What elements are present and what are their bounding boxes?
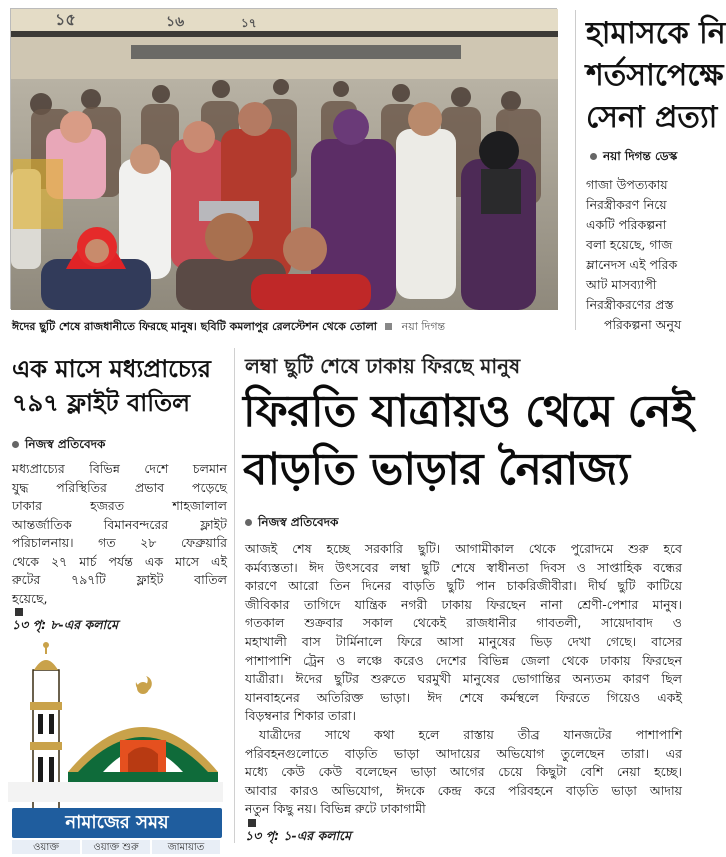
bullet-icon xyxy=(12,441,19,448)
main-headline-line: ফিরতি যাত্রায়ও থেমে নেই xyxy=(243,386,694,437)
main-byline xyxy=(245,514,338,534)
body-line: নিরস্ত্রীকরণের প্রস্ত xyxy=(586,297,674,312)
body-line: বিড়ম্বনার শিকার তারা। xyxy=(245,708,356,724)
last-line-text: হয়েছে, xyxy=(12,590,48,606)
bullet-icon xyxy=(245,519,252,526)
body-line: মহাখালী বাস টার্মিনালে ফিরে আসা মানুষের ভিড় দেখা গেছে। বাসের xyxy=(245,633,682,649)
photo-caption xyxy=(12,318,560,337)
body-line-last xyxy=(245,800,682,845)
body-line: মধ্যপ্রাচ্যের বিভিন্ন দেশে চলমান xyxy=(12,461,227,476)
jump-link[interactable]: ১৩ পৃ: ৮-এর কলামে xyxy=(12,617,119,632)
square-bullet-icon xyxy=(15,608,23,616)
body-line: পাশাপাশি ট্রেন ও লঞ্চে করেও দেশের বিভিন্ন জেলা থেকে ঢাকায় ফিরছেন xyxy=(245,652,682,668)
gate-number: ১৫ xyxy=(55,10,76,29)
body-line: জীবিকার তাগিদে যান্ত্রিক নগরী ঢাকায় ফিরছেন নানা শ্রেণী-পেশার মানুষ। xyxy=(245,596,682,612)
column-divider xyxy=(234,348,235,843)
body-line: আন্তর্জাতিক বিমানবন্দরের ফ্লাইট xyxy=(12,516,227,532)
gate-number: ১৭ xyxy=(241,16,257,30)
right-headline-line: শর্তসাপেক্ষে xyxy=(586,58,724,93)
body-line-last xyxy=(12,590,227,635)
right-story-body xyxy=(586,175,726,335)
bullet-icon xyxy=(590,153,597,160)
column-divider xyxy=(575,10,576,330)
gate-number: ১৬ xyxy=(166,14,185,30)
body-line: আজই শেষ হচ্ছে সরকারি ছুটি। আগামীকাল থেকে পুরোদমে শুরু হবে xyxy=(245,541,682,556)
main-headline-line: বাড়তি ভাড়ার নৈরাজ্য xyxy=(243,444,630,495)
left-headline xyxy=(12,352,232,420)
prayer-column-header: ওয়াক্ত শুরু xyxy=(82,840,150,854)
left-story-body xyxy=(12,460,227,635)
jump-link[interactable]: ১৩ পৃ: ১-এর কলামে xyxy=(245,827,352,843)
body-line: যাত্রীদের সাথে কথা হলে রাস্তায় তীব্র যানজটের পাশাপাশি xyxy=(259,726,682,742)
body-line: ম্লানেদস এই পরিক xyxy=(586,257,678,272)
body-line: যাত্রীরা। ঈদের ছুটির শুরুতে ঘরমুখী মানুষের ভোগান্তির অন্যতম কারণ ছিল xyxy=(245,671,682,687)
right-byline xyxy=(590,148,677,168)
body-line: ঢাকার হজরত শাহজালাল xyxy=(12,498,227,513)
mosque-dome-icon xyxy=(68,676,218,782)
byline-text: নিজস্ব প্রতিবেদক xyxy=(25,437,106,451)
main-kicker: লম্বা ছুটি শেষে ঢাকায় ফিরছে মানুষ xyxy=(245,354,521,378)
caption-text: ঈদের ছুটি শেষে রাজধানীতে ফিরছে মানুষ। ছবিটি কমলাপুর রেলস্টেশন থেকে তোলা xyxy=(12,320,377,333)
square-bullet-icon xyxy=(248,819,256,827)
square-bullet-icon xyxy=(385,323,392,330)
body-line: গতকাল শুক্রবার সকাল থেকেই রাজধানীর গাবতলী, সায়েদাবাদ ও xyxy=(245,615,682,631)
prayer-column-header: জামায়াত xyxy=(152,840,220,854)
body-line: পরিবহনগুলোতে বাড়তি ভাড়া আদায়ের অভিযোগ তুলেছেন তারা। এর xyxy=(245,745,682,761)
prayer-times-header-row xyxy=(12,840,222,854)
body-line: আবার কারও অভিযোগ, ঈদকে কেন্দ্র করে পরিবহনে বাড়তি ভাড়া আদায় xyxy=(245,782,682,798)
body-line: আট মাসব্যাপী xyxy=(586,277,657,292)
right-headline-line: সেনা প্রত্যা xyxy=(586,100,718,135)
byline-text: নয়া দিগন্ত ডেস্ক xyxy=(603,149,678,163)
body-line: কর্মব্যস্ততা। ঈদ উৎসবের লম্বা ছুটি শেষে স্বাধীনতা দিবস ও সাপ্তাহিক বন্ধের xyxy=(245,559,682,575)
body-line: বলা হয়েছে, গাজ xyxy=(586,237,673,252)
right-headline-line: হামাসকে নি xyxy=(586,16,726,51)
main-story-body xyxy=(245,540,682,846)
body-line: মধ্যে কেউ কেউ বলেছেন ভাড়া আগের চেয়ে কিছুটা বেশি নেয়া হচ্ছে। xyxy=(245,764,682,780)
prayer-column-header: ওয়াক্ত xyxy=(12,840,80,854)
body-line: যানবাহনের অতিরিক্ত ভাড়া। ঈদ শেষে কর্মস্থলে ফিরতে গিয়েও একই xyxy=(245,689,682,705)
body-line: থেকে ২৭ মার্চ পর্যন্ত এক মাসে এই xyxy=(12,553,227,569)
last-line-text: নতুন কিছু নয়। বিভিন্ন রুটে ঢাকাগামী xyxy=(245,801,426,817)
body-line: গাজা উপত্যকায় xyxy=(586,177,668,192)
photo-credit: নয়া দিগন্ত xyxy=(401,320,446,333)
left-byline xyxy=(12,436,105,456)
headline-line: ৭৯৭ ফ্লাইট বাতিল xyxy=(12,389,190,417)
body-line: পরিকল্পনা অনুয xyxy=(604,317,682,332)
body-line: পরিচালনায়। গত ২৮ ফেব্রুয়ারি xyxy=(12,535,227,550)
body-line: কারণে আরো তিন দিনের বাড়তি ছুটি পান চাকরিজীবীরা। দীর্ঘ ছুটি কাটিয়ে xyxy=(245,578,682,594)
body-line: নিরস্ত্রীকরণ নিয়ে xyxy=(586,197,667,212)
byline-text: নিজস্ব প্রতিবেদক xyxy=(258,515,339,529)
body-line: যুদ্ধ পরিস্থিতির প্রভাব পড়েছে xyxy=(12,479,227,495)
body-line: রুটের ৭৯৭টি ফ্লাইট বাতিল xyxy=(12,572,227,587)
prayer-times-title: নামাজের সময় xyxy=(12,808,222,838)
body-line: একটি পরিকল্পনা xyxy=(586,217,667,232)
headline-line: এক মাসে মধ্যপ্রাচ্যের xyxy=(12,355,211,383)
news-photo xyxy=(10,8,557,309)
